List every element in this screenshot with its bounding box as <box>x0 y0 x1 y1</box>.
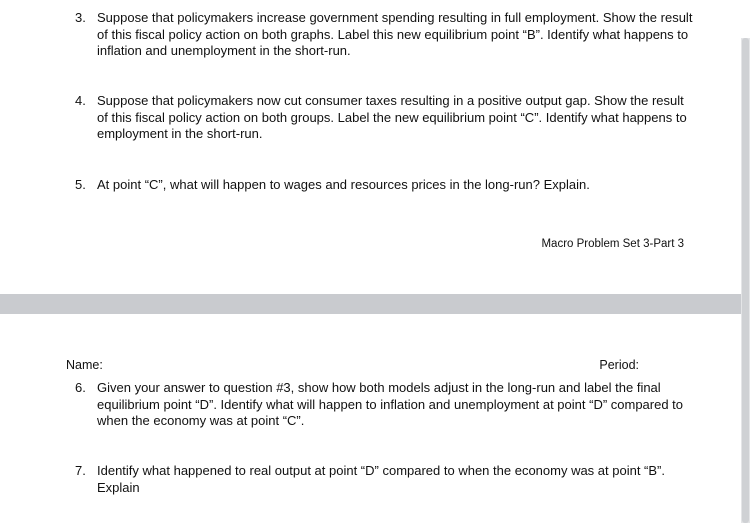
page-footer: Macro Problem Set 3-Part 3 <box>541 238 684 250</box>
question-5 <box>0 177 700 197</box>
question-7 <box>0 463 700 499</box>
question-number: 3. <box>75 10 86 25</box>
question-4 <box>0 93 700 145</box>
question-text: Suppose that policymakers now cut consumer taxes resulting in a positive output gap. Show the result of this fiscal policy action on both groups. Label the new equilibrium point “C”. Identify what happens to employment in the short-run. <box>97 93 687 142</box>
question-number: 7. <box>75 463 86 478</box>
scrollbar-thumb[interactable] <box>742 38 749 523</box>
name-label: Name: <box>66 358 103 372</box>
period-label: Period: <box>599 358 639 372</box>
question-3 <box>0 10 700 62</box>
question-number: 4. <box>75 93 86 108</box>
question-6 <box>0 380 700 432</box>
question-text: Given your answer to question #3, show how both models adjust in the long-run and label the final equilibrium point “D”. Identify what will happen to inflation and unemployment at point “D” compared to when the economy was at point “C”. <box>97 380 684 429</box>
question-text: Identify what happened to real output at point “D” compared to when the economy was at point “B”. Explain <box>97 463 665 495</box>
page-separator <box>0 294 750 314</box>
question-text: Suppose that policymakers increase government spending resulting in full employment. Show the result of this fiscal policy action on both graphs. Label this new equilibrium point “B”. Identify what happens to inflation and unemployment in the short-run. <box>97 10 693 59</box>
question-text: At point “C”, what will happen to wages and resources prices in the long-run? Explain. <box>97 177 590 192</box>
question-number: 5. <box>75 177 86 192</box>
question-number: 6. <box>75 380 86 395</box>
